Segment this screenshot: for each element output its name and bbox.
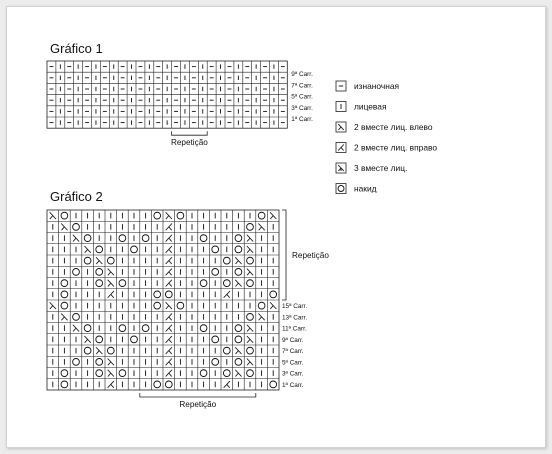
chart2-row-label: 7ª Carr.	[282, 348, 304, 355]
chart2-row-label: 1ª Carr.	[282, 381, 304, 389]
legend-label: изнаночная	[354, 81, 400, 91]
chart1-row-label: 3ª Carr.	[291, 104, 313, 112]
chart2-row-label: 3ª Carr.	[282, 370, 304, 378]
chart1-title: Gráfico 1	[50, 41, 103, 56]
chart2-repeat-horizontal-label: Repetição	[179, 400, 217, 409]
legend-label: 2 вместе лиц. вправо	[354, 142, 437, 153]
chart1-row-label: 7ª Carr.	[291, 82, 313, 90]
chart2-repeat-vertical-label: Repetição	[292, 251, 329, 260]
chart2-row-label: 13ª Carr.	[282, 314, 308, 322]
chart1-repeat-label: Repetição	[170, 138, 208, 148]
page-card	[6, 6, 546, 448]
chart2-row-label: 15ª Carr.	[282, 303, 308, 310]
chart1-row-label: 9ª Carr.	[291, 71, 313, 79]
chart2-repeat-horizontal-bracket	[140, 393, 256, 397]
chart1-repeat-bracket	[172, 131, 208, 135]
chart2-repeat-vertical-bracket	[282, 210, 286, 300]
chart1-row-label: 5ª Carr.	[291, 93, 313, 101]
legend-label: накид	[354, 183, 377, 194]
legend-label: 2 вместе лиц. влево	[354, 122, 433, 132]
legend-swatch	[336, 184, 346, 194]
legend-label: 3 вместе лиц.	[354, 163, 408, 173]
chart2-row-label: 9ª Carr.	[282, 336, 304, 344]
chart2-title: Gráfico 2	[50, 189, 103, 204]
chart1-row-label: 1ª Carr.	[291, 116, 313, 123]
chart2-row-label: 11ª Carr.	[282, 325, 307, 333]
chart1-grid	[7, 7, 545, 447]
legend-label: лицевая	[354, 101, 387, 112]
chart2-row-label: 5ª Carr.	[282, 359, 304, 367]
